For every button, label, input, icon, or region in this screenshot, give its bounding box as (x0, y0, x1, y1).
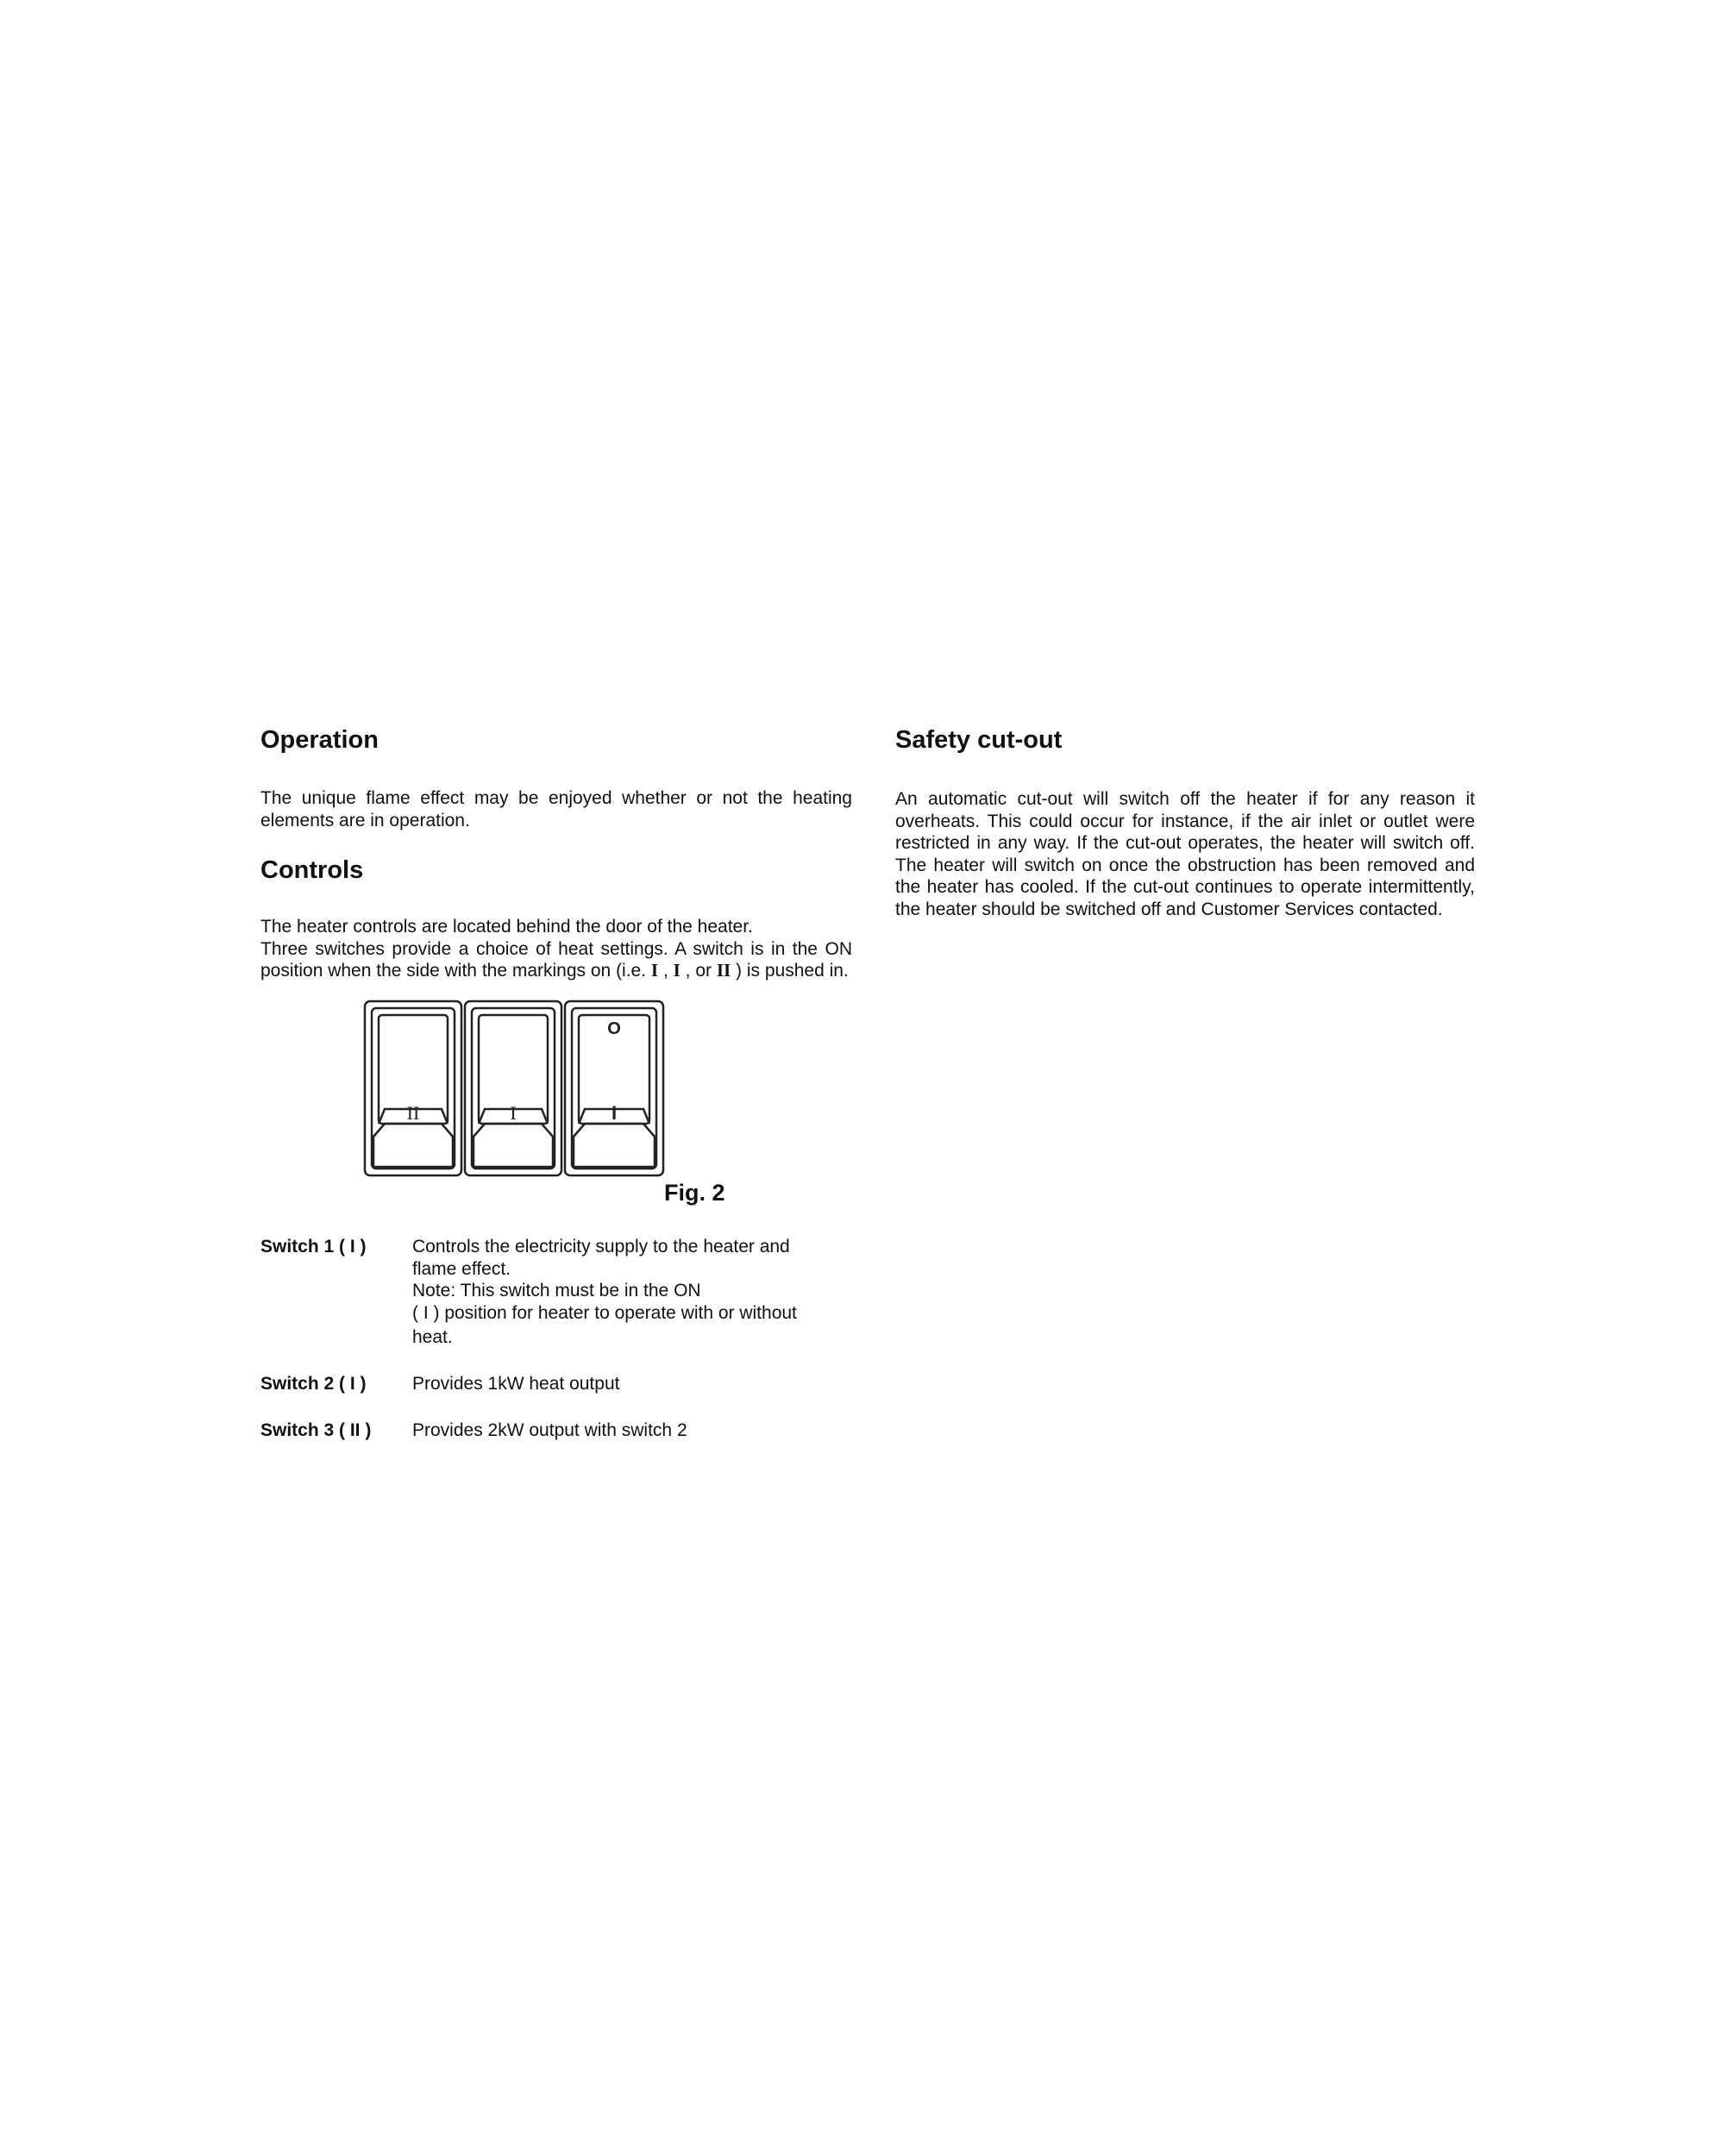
figure-caption: Fig. 2 (664, 1180, 725, 1206)
switch-3-label: Switch 3 ( II ) (260, 1420, 372, 1440)
safety-text: An automatic cut-out will switch off the heater if for any reason it overheats. This could occur for instance, if the air inlet or outlet were restricted in any way. If the cut-out operates, the heater will switch off. The heater will switch on once the obstruction has been removed and the heater has cooled. If the cut-out continues to operate intermittently, the heater should be switched off and Customer Services contacted. (895, 789, 1475, 919)
marking-3: II (716, 960, 731, 981)
switch-2-description: Provides 1kW heat output (412, 1374, 620, 1394)
switch-1-desc-line: Note: This switch must be in the ON (412, 1281, 701, 1300)
switch-2-label: Switch 2 ( I ) (260, 1374, 367, 1394)
off-mark: O (607, 1019, 621, 1038)
switch-panel-figure (362, 999, 666, 1178)
switch-3-description: Provides 2kW output with switch 2 (412, 1420, 687, 1440)
controls-line-2-suffix: ) is pushed in. (736, 961, 849, 981)
controls-line-2-prefix: Three switches provide a choice of heat settings. A switch is in the ON position when the side with the markings on (i.e. (260, 938, 852, 981)
rocker-switch-2 (465, 1001, 561, 1175)
controls-heading: Controls (260, 856, 364, 884)
switch-3-mark: I (611, 1102, 618, 1124)
rocker-switch-1 (365, 1001, 461, 1175)
switch-1-desc-line: Controls the electricity supply to the heater and (412, 1237, 790, 1257)
switch-1-mark: II (406, 1102, 420, 1124)
operation-heading: Operation (260, 726, 379, 754)
switch-1-label: Switch 1 ( I ) (260, 1237, 367, 1257)
switch-1-desc-line: flame effect. (412, 1258, 511, 1279)
switch-2-mark: I (510, 1102, 517, 1124)
switch-1-desc-line: heat. (412, 1327, 453, 1347)
switch-1-desc-line: ( I ) position for heater to operate with or without (412, 1302, 797, 1323)
marking-1: I (650, 960, 659, 981)
right-column (895, 723, 1475, 920)
controls-text: The heater controls are located behind the door of the heater. Three switches provide a choice of heat settings. A switch is in the ON position when the side with the markings on (i.e. I , I , or II ) is pushed in. (260, 917, 852, 981)
safety-heading: Safety cut-out (895, 726, 1063, 754)
operation-text: The unique flame effect may be enjoyed whether or not the heating elements are in operation. (260, 788, 852, 830)
switch-1-description (412, 1236, 844, 1349)
marking-2: I (673, 960, 681, 981)
left-column (260, 723, 852, 982)
controls-line-1: The heater controls are located behind the door of the heater. (260, 917, 753, 937)
